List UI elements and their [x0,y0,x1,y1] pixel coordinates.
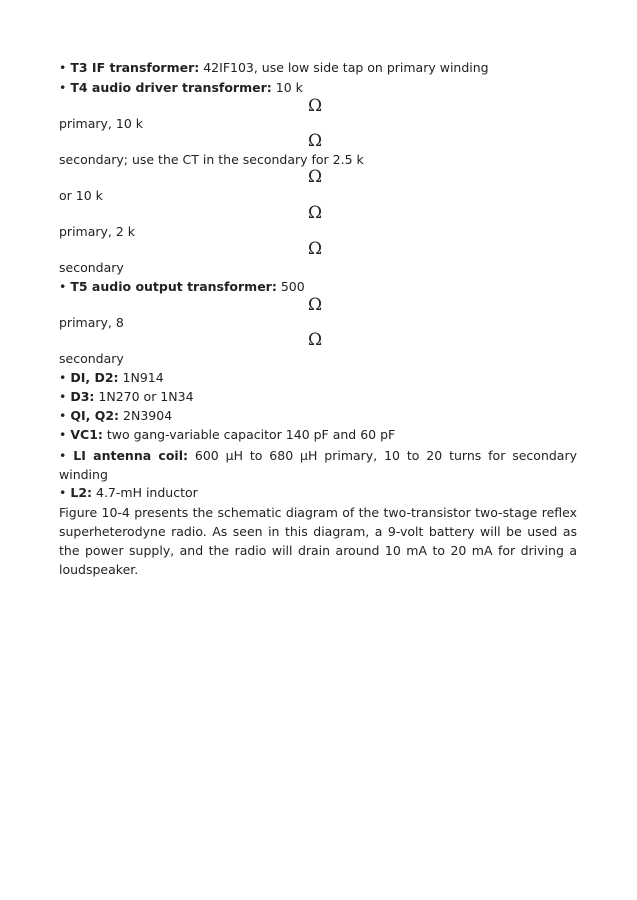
t4-secondary2-text: secondary [59,260,124,275]
t4-secondary-text: secondary; use the CT in the secondary for 2.5 k [59,152,364,167]
bullet: • [59,60,67,75]
bullet: • [59,370,67,385]
body-paragraph: Figure 10-4 presents the schematic diagram of the two-transistor two-stage reflex superheterodyne radio. As seen in this diagram, a 9-volt battery will be used as the power supply, and the radio will drain around 10 mA to 20 mA for driving a loudspeaker. [59,505,577,577]
ohm-symbol: Ω [308,330,323,350]
item-text: 2N3904 [119,408,173,423]
list-item-t3 [59,60,489,76]
item-text: 4.7-mH inductor [92,485,198,500]
t4-primary2-text: primary, 2 k [59,224,136,239]
bullet: • [59,389,67,404]
item-text: two gang-variable capacitor 140 pF and 60 pF [102,427,396,442]
bullet: • [59,427,67,442]
bullet: • [59,408,67,423]
list-item-l2 [59,485,198,501]
item-label: DI, D2: [70,370,119,385]
item-label: QI, Q2: [70,408,120,423]
item-label: T3 IF transformer: [70,60,200,75]
ohm-symbol: Ω [308,167,323,187]
item-label: T5 audio output transformer: [70,279,277,294]
ohm-symbol: Ω [308,239,323,259]
ohm-symbol: Ω [308,295,323,315]
item-text: 600 μH to 680 μH primary, 10 to 20 turns for secondary winding [59,448,577,482]
list-item-t4 [59,80,303,96]
ohm-symbol: Ω [308,96,323,116]
item-text: 42IF103, use low side tap on primary winding [199,60,489,75]
ohm-symbol: Ω [308,203,323,223]
bullet: • [59,279,67,294]
item-label: LI antenna coil: [73,448,188,463]
list-item-d1d2 [59,370,164,386]
item-text: 10 k [271,80,303,95]
list-item-vc1 [59,427,395,443]
item-text: 500 [276,279,305,294]
item-label: D3: [70,389,95,404]
bullet: • [59,80,67,95]
list-item-q1q2 [59,408,172,424]
list-item-t5 [59,279,305,295]
list-item-l1 [59,446,577,484]
t5-secondary-text: secondary [59,351,124,366]
item-label: VC1: [70,427,103,442]
ohm-symbol: Ω [308,131,323,151]
item-label: T4 audio driver transformer: [70,80,272,95]
t4-primary-text: primary, 10 k [59,116,143,131]
item-text: 1N914 [118,370,164,385]
t5-primary-text: primary, 8 [59,315,124,330]
t4-or-text: or 10 k [59,188,103,203]
item-label: L2: [70,485,93,500]
list-item-d3 [59,389,194,405]
bullet: • [59,448,67,463]
item-text: 1N270 or 1N34 [94,389,194,404]
bullet: • [59,485,67,500]
